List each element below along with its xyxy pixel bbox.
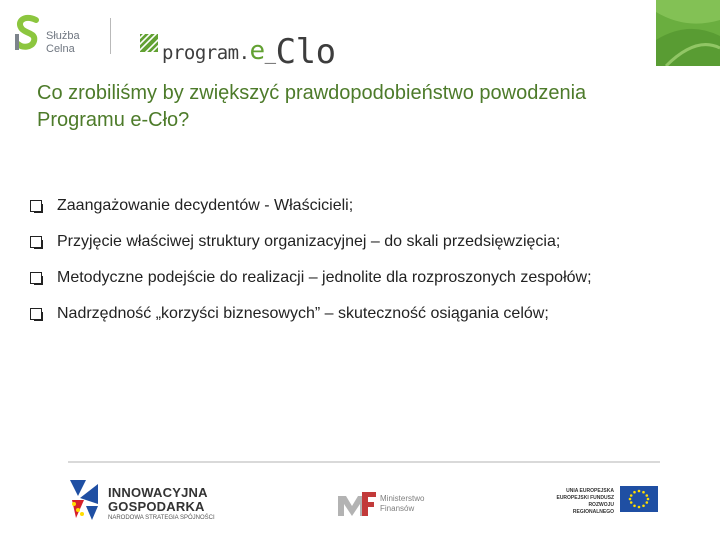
checkbox-bullet-icon bbox=[30, 200, 42, 212]
sluzba-celna-text bbox=[46, 30, 80, 56]
sluzba-celna-line2: Celna bbox=[46, 43, 75, 55]
program-eclo-logo bbox=[140, 14, 340, 72]
checkbox-bullet-icon bbox=[30, 272, 42, 284]
eu-flag-icon bbox=[620, 486, 658, 512]
program-clo: Clo bbox=[275, 32, 336, 72]
list-item bbox=[30, 232, 720, 268]
program-eclo-wordmark bbox=[162, 32, 336, 72]
innowacyjna-gospodarka-logo bbox=[66, 472, 236, 528]
eu-line3: ROZWOJU REGIONALNEGO bbox=[572, 502, 614, 515]
innovative-economy-flag-icon bbox=[66, 474, 102, 524]
checkbox-bullet-icon bbox=[30, 236, 42, 248]
ministerstwo-finansow-logo bbox=[338, 482, 458, 522]
innowacyjna-line1: INNOWACYJNA bbox=[108, 485, 208, 500]
header-divider bbox=[110, 18, 111, 54]
list-item bbox=[30, 268, 720, 304]
bullet-text: Przyjęcie właściwej struktury organizacyjnej – do skali przedsięwzięcia; bbox=[57, 233, 561, 250]
program-prefix: program. bbox=[162, 42, 250, 64]
checkbox-bullet-icon bbox=[30, 308, 42, 320]
slide-title: Co zrobiliśmy by zwiększyć prawdopodobieństwo powodzenia Programu e-Cło? bbox=[37, 82, 587, 131]
ministerstwo-line1: Ministerstwo bbox=[380, 494, 425, 503]
green-corner-decoration-icon bbox=[656, 0, 720, 66]
ministerstwo-line2: Finansów bbox=[380, 504, 415, 513]
eu-text bbox=[548, 488, 614, 516]
program-stripes-icon bbox=[140, 34, 158, 52]
eu-line2: EUROPEJSKI FUNDUSZ bbox=[556, 495, 614, 501]
bullet-text: Nadrzędność „korzyści biznesowych” – skuteczność osiągania celów; bbox=[57, 305, 549, 322]
innowacyjna-line2: GOSPODARKA bbox=[108, 499, 205, 514]
bullet-text: Zaangażowanie decydentów - Właścicieli; bbox=[57, 197, 354, 214]
ministry-of-finance-logo-icon bbox=[338, 488, 376, 518]
bullet-text: Metodyczne podejście do realizacji – jednolite dla rozproszonych zespołów; bbox=[57, 269, 592, 286]
bullet-list bbox=[30, 196, 720, 340]
eu-logo bbox=[548, 483, 663, 515]
footer-divider bbox=[68, 461, 660, 463]
list-item bbox=[30, 304, 720, 340]
sluzba-celna-line1: Służba bbox=[46, 30, 80, 42]
sluzba-celna-logo bbox=[14, 14, 124, 60]
program-e: e bbox=[249, 36, 265, 66]
innowacyjna-line3: NARODOWA STRATEGIA SPÓJNOŚCI bbox=[108, 515, 215, 521]
customs-service-logo-icon bbox=[14, 14, 42, 52]
program-separator: _ bbox=[264, 42, 276, 64]
eu-line1: UNIA EUROPEJSKA bbox=[566, 488, 614, 494]
list-item bbox=[30, 196, 720, 232]
